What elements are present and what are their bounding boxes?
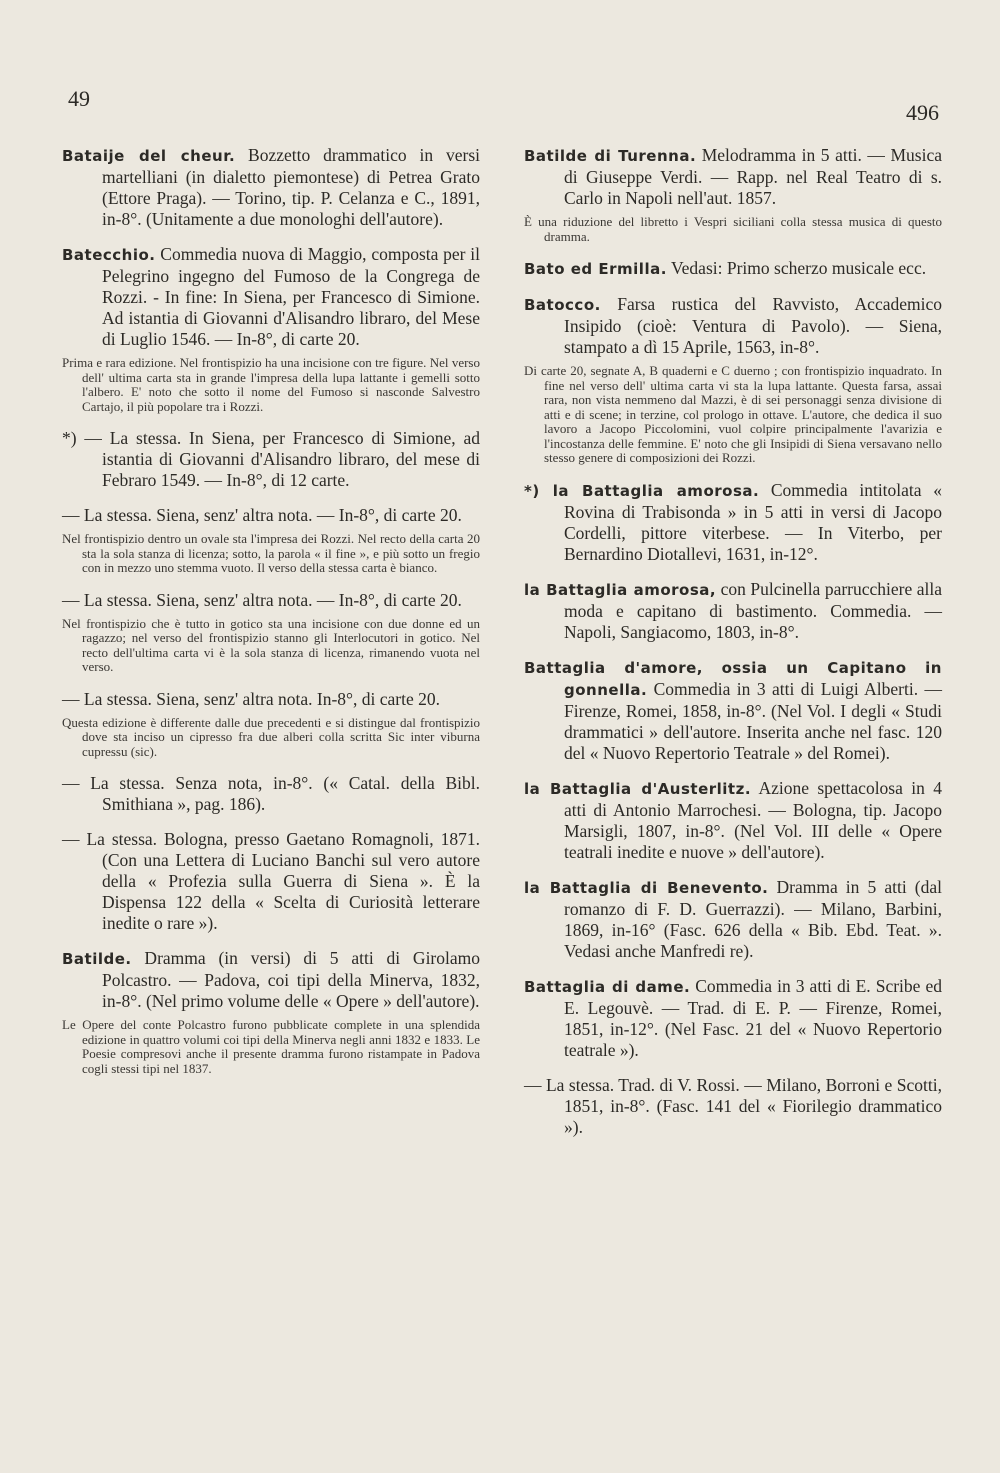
entry-headword: la Battaglia d'Austerlitz.: [524, 779, 752, 798]
entry-text: Questa edizione è differente dalle due precedenti e si distingue dal frontispizio dove sta inciso un cipresso fra due alberi colla scritta Sic inter viburna cupressu (sic).: [62, 714, 480, 759]
entry-text: — La stessa. Siena, senz' altra nota. — In-8°, di carte 20.: [62, 505, 462, 525]
entry-text: È una riduzione del libretto i Vespri siciliani colla stessa musica di questo dramma.: [524, 214, 942, 244]
left-page-number: 49: [68, 86, 90, 111]
catalog-entry: [524, 1075, 942, 1138]
catalog-entry: [524, 145, 942, 209]
catalog-entry: [62, 590, 480, 611]
entry-headword: Bataije del cheur.: [62, 147, 236, 165]
entry-text: Commedia nuova di Maggio, composta per il Pelegrino ingegno del Fumoso de la Congrega de Rozzi. - In fine: In Siena, per Francesco di Simione. Ad istantia di Giovanni d'Alisandro libraro, del Mese di Luglio 1546. — In-8°, di carte 20.: [102, 244, 480, 349]
bibliographic-note: [62, 617, 480, 675]
entry-text: — La stessa. Trad. di V. Rossi. — Milano, Borroni e Scotti, 1851, in-8°. (Fasc. 141 del « Fiorilegio drammatico »).: [524, 1074, 942, 1137]
catalog-entry: [524, 976, 942, 1061]
entry-headword: Batecchio.: [62, 246, 156, 264]
catalog-entry: [62, 689, 480, 710]
catalog-entry: [62, 428, 480, 491]
bibliographic-note: [524, 364, 942, 466]
entry-text: — La stessa. Siena, senz' altra nota. — In-8°, di carte 20.: [62, 589, 462, 610]
entry-text: con Pulcinella parrucchiere alla moda e capitano di bastimento. Commedia. — Napoli, Sangiacomo, 1803, in-8°.: [564, 578, 942, 642]
right-page-number: 496: [906, 100, 939, 125]
entry-headword: *) la Battaglia amorosa.: [524, 481, 760, 500]
bibliographic-note: [62, 1018, 480, 1076]
entry-text: — La stessa. Siena, senz' altra nota. In-8°, di carte 20.: [62, 688, 441, 709]
entry-headword: la Battaglia amorosa,: [524, 580, 717, 599]
entry-headword: Bato ed Ermilla.: [524, 260, 667, 278]
bibliographic-note: [62, 532, 480, 576]
left-column: [62, 145, 480, 1090]
entry-text: — La stessa. Senza nota, in-8°. (« Catal. della Bibl. Smithiana », pag. 186).: [62, 773, 480, 814]
catalog-entry: [524, 480, 942, 565]
entry-text: — La stessa. Bologna, presso Gaetano Romagnoli, 1871. (Con una Lettera di Luciano Banchi sul vero autore della « Profezia sulla Guerra di Siena ». È la Dispensa 122 della « Scelta di Curiosità letterare inedite o rare »).: [62, 829, 480, 933]
catalog-entry: [62, 145, 480, 230]
entry-text: Commedia in 3 atti di E. Scribe ed E. Legouvè. — Trad. di E. P. — Firenze, Romei, 1851, in-12°. (Nel Fasc. 21 del « Nuovo Repertorio teatrale »).: [564, 975, 942, 1060]
bibliographic-note: [62, 356, 480, 414]
entry-text: Commedia intitolata « Rovina di Trabisonda » in 5 atti in versi di Jacopo Cordelli, pittore viterbese. — In Viterbo, per Bernardino Diotallevi, 1631, in-12°.: [564, 479, 942, 564]
right-column: [524, 145, 942, 1152]
entry-headword: Batocco.: [524, 296, 601, 314]
catalog-entry: [62, 244, 480, 350]
catalog-entry: [62, 829, 480, 934]
entry-text: Vedasi: Primo scherzo musicale ecc.: [666, 258, 927, 278]
entry-headword: la Battaglia di Benevento.: [524, 878, 769, 897]
entry-text: Melodramma in 5 atti. — Musica di Giuseppe Verdi. — Rapp. nel Real Teatro di s. Carlo in Napoli nell'aut. 1857.: [564, 145, 942, 208]
catalog-entry: [524, 294, 942, 358]
entry-text: Nel frontispizio dentro un ovale sta l'impresa dei Rozzi. Nel recto della carta 20 sta la sola stanza di licenza; sotto, la parola « il fine », e più sotto un fregio con in mezzo uno stemma vuoto. Il verso della stessa carta è bianco.: [62, 531, 480, 575]
catalog-entry: [524, 778, 942, 863]
entry-headword: Battaglia d'amore, ossia un Capitano in gonnella.: [524, 658, 942, 699]
catalog-entry: [62, 505, 480, 526]
entry-text: Farsa rustica del Ravvisto, Accademico Insipido (cioè: Ventura di Pavolo). — Siena, stampato a dì 15 Aprile, 1563, in-8°.: [564, 294, 942, 357]
entry-headword: Batilde di Turenna.: [524, 147, 697, 165]
entry-text: Bozzetto drammatico in versi martelliani (in dialetto piemontese) di Petrea Grato (Ettore Praga). — Torino, tip. P. Celanza e C., 1891, in-8°. (Unitamente a due monologhi dell'autore).: [102, 145, 480, 229]
entry-text: Prima e rara edizione. Nel frontispizio ha una incisione con tre figure. Nel verso dell' ultima carta sta in grande l'impresa della lupa lattante i gemelli sotto l'albero. E' noto che sotto il nome del Fumoso si nasconde Salvestro Cartajo, il più popolare tra i Rozzi.: [62, 355, 480, 414]
entry-text: Nel frontispizio che è tutto in gotico sta una incisione con due donne ed un ragazzo; nel verso del frontispizio stanno gli Interlocutori in gotico. Nel recto dell'ultima carta vi è la sola stanza di licenza, rimanendo vuota nel verso.: [62, 615, 480, 674]
bibliographic-note: [524, 215, 942, 244]
entry-headword: Batilde.: [62, 950, 132, 968]
catalog-entry: [524, 579, 942, 643]
entry-text: Dramma (in versi) di 5 atti di Girolamo Polcastro. — Padova, coi tipi della Minerva, 1832, in-8°. (Nel primo volume delle « Opere » dell'autore).: [102, 948, 480, 1011]
catalog-entry: [524, 258, 942, 280]
catalog-entry: [62, 773, 480, 815]
entry-text: Di carte 20, segnate A, B quaderni e C duerno ; con frontispizio inquadrato. In fine nel verso dell' ultima carta vi sta la lupa lattante. Questa farsa, assai rara, non vista nemmeno dal Mazzi, è di sei personaggi senza divisione di atti e di scene; in terzine, col prologo in ottave. L'autore, che dedica il suo lavoro a Jacopo Piccolomini, vuol colpire principalmente l'avarizia e l'incostanza delle femmine. E' noto che gli Insipidi di Siena versavano nello stesso genere di composizioni dei Rozzi.: [524, 363, 942, 465]
entry-text: Le Opere del conte Polcastro furono pubblicate complete in una splendida edizione in quattro volumi coi tipi della Minerva negli anni 1832 e 1833. Le Poesie compresovi anche il presente dramma furono ristampate in Padova cogli stessi tipi nel 1837.: [62, 1017, 480, 1076]
entry-text: *) — La stessa. In Siena, per Francesco di Simione, ad istantia di Giovanni d'Alisandro libraro, del mese di Febraro 1549. — In-8°, di 12 carte.: [62, 428, 480, 490]
entry-text: Commedia in 3 atti di Luigi Alberti. — Firenze, Romei, 1858, in-8°. (Nel Vol. I degli « Studi drammatici » dell'autore. Inserita anche nel fasc. 120 del « Nuovo Repertorio Teatrale » del Romei).: [564, 678, 942, 763]
catalog-entry: [524, 657, 942, 764]
entry-headword: Battaglia di dame.: [524, 977, 691, 996]
catalog-entry: [62, 948, 480, 1012]
entry-text: Azione spettacolosa in 4 atti di Antonio Marrochesi. — Bologna, tip. Jacopo Marsigli, 1807, in-8°. (Nel Vol. III delle « Opere teatrali inedite e nuove » dell'autore).: [564, 777, 942, 862]
bibliographic-note: [62, 716, 480, 760]
entry-text: Dramma in 5 atti (dal romanzo di F. D. Guerrazzi). — Milano, Barbini, 1869, in-16° (Fasc. 626 della « Bib. Ebd. Teat. ». Vedasi anche Manfredi re).: [564, 876, 942, 961]
catalog-entry: [524, 877, 942, 962]
